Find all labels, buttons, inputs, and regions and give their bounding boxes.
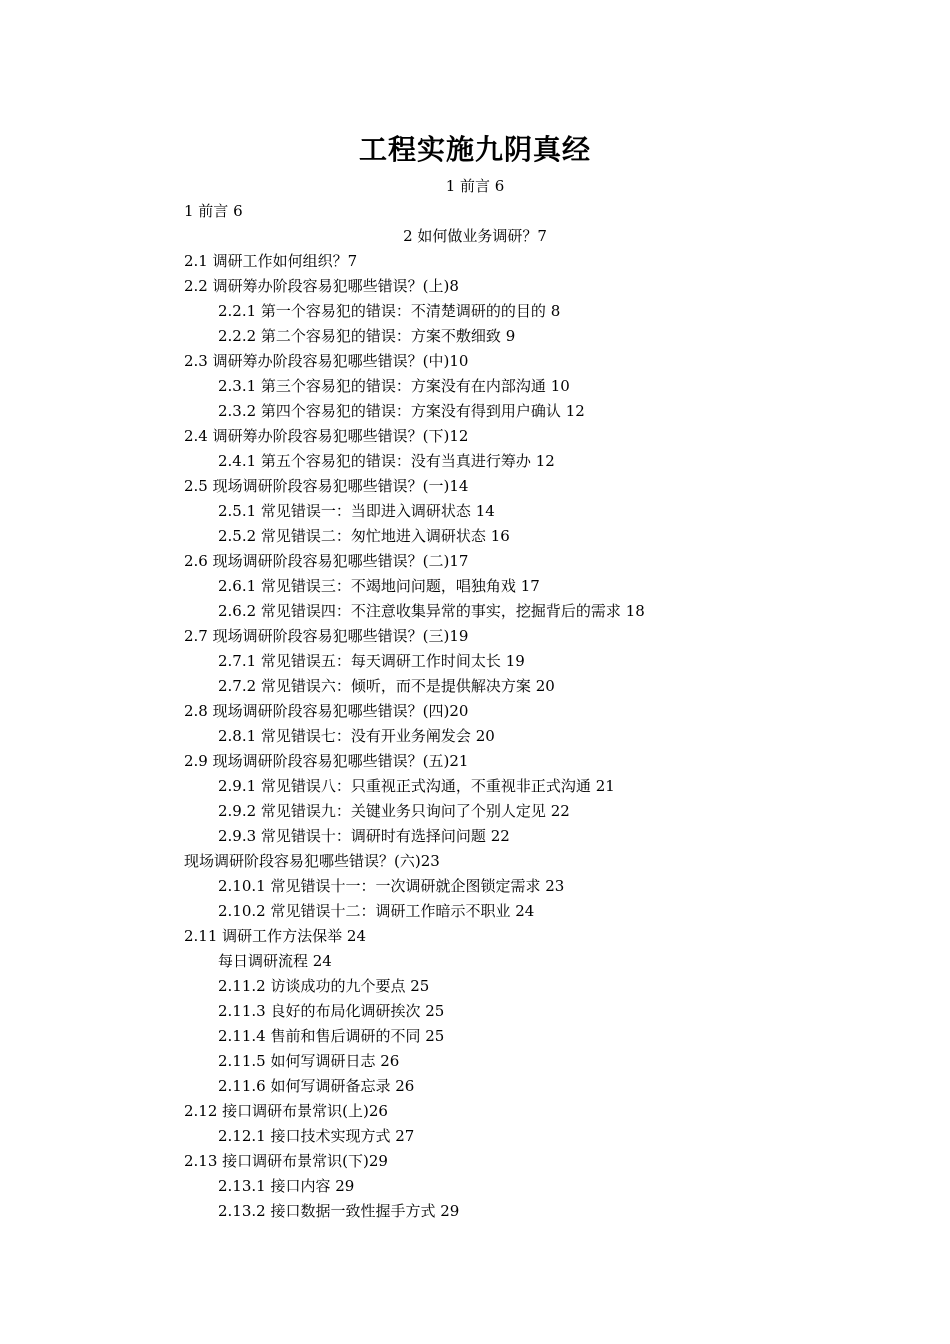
toc-entry[interactable]: 2.3.2 第四个容易犯的错误：方案没有得到用户确认 12: [218, 402, 585, 420]
toc-entry[interactable]: 2.2.2 第二个容易犯的错误：方案不敷细致 9: [218, 327, 516, 345]
toc-entry[interactable]: 2.3.1 第三个容易犯的错误：方案没有在内部沟通 10: [218, 377, 570, 395]
toc-entry[interactable]: 2.12 接口调研布景常识(上)26: [184, 1102, 388, 1120]
toc-entry[interactable]: 2.8.1 常见错误七：没有开业务阐发会 20: [218, 727, 495, 745]
toc-entry[interactable]: 2.2.1 第一个容易犯的错误：不清楚调研的的目的 8: [218, 302, 561, 320]
document-subtitle: 1 前言 6: [445, 177, 505, 195]
toc-entry[interactable]: 2.13.2 接口数据一致性握手方式 29: [218, 1202, 460, 1220]
toc-entry[interactable]: 2.7 现场调研阶段容易犯哪些错误？(三)19: [184, 627, 469, 645]
toc-entry[interactable]: 2.11.5 如何写调研日志 26: [218, 1052, 400, 1070]
toc-entry[interactable]: 2.11.6 如何写调研备忘录 26: [218, 1077, 415, 1095]
toc-entry[interactable]: 2.13.1 接口内容 29: [218, 1177, 355, 1195]
toc-entry[interactable]: 2.1 调研工作如何组织？7: [184, 252, 358, 270]
toc-entry[interactable]: 2.9.2 常见错误九：关键业务只询问了个别人定见 22: [218, 802, 570, 820]
toc-entry[interactable]: 2.6 现场调研阶段容易犯哪些错误？(二)17: [184, 552, 469, 570]
toc-entry[interactable]: 2.12.1 接口技术实现方式 27: [218, 1127, 415, 1145]
toc-entry[interactable]: 2.10.1 常见错误十一：一次调研就企图锁定需求 23: [218, 877, 565, 895]
toc-entry[interactable]: 2.6.1 常见错误三：不竭地问问题，唱独角戏 17: [218, 577, 540, 595]
toc-entry[interactable]: 2.8 现场调研阶段容易犯哪些错误？(四)20: [184, 702, 469, 720]
toc-entry[interactable]: 每日调研流程 24: [218, 952, 332, 970]
toc-entry[interactable]: 2.13 接口调研布景常识(下)29: [184, 1152, 388, 1170]
toc-entry[interactable]: 2.11.4 售前和售后调研的不同 25: [218, 1027, 445, 1045]
toc-entry[interactable]: 2.9.3 常见错误十：调研时有选择问问题 22: [218, 827, 510, 845]
table-of-contents: [184, 199, 884, 1224]
toc-entry[interactable]: 2.9.1 常见错误八：只重视正式沟通，不重视非正式沟通 21: [218, 777, 615, 795]
toc-entry[interactable]: 2.11.2 访谈成功的九个要点 25: [218, 977, 430, 995]
toc-entry[interactable]: 2.5 现场调研阶段容易犯哪些错误？(一)14: [184, 477, 469, 495]
toc-entry[interactable]: 1 前言 6: [184, 202, 243, 220]
toc-entry[interactable]: 2.10.2 常见错误十二：调研工作暗示不职业 24: [218, 902, 535, 920]
toc-entry[interactable]: 2.11.3 良好的布局化调研挨次 25: [218, 1002, 445, 1020]
toc-entry[interactable]: 2.7.1 常见错误五：每天调研工作时间太长 19: [218, 652, 525, 670]
toc-entry[interactable]: 2.4 调研筹办阶段容易犯哪些错误？(下)12: [184, 427, 469, 445]
toc-entry[interactable]: 2.3 调研筹办阶段容易犯哪些错误？(中)10: [184, 352, 469, 370]
toc-entry[interactable]: 2.5.1 常见错误一：当即进入调研状态 14: [218, 502, 495, 520]
toc-entry[interactable]: 2.4.1 第五个容易犯的错误：没有当真进行筹办 12: [218, 452, 555, 470]
toc-entry[interactable]: 2.9 现场调研阶段容易犯哪些错误？(五)21: [184, 752, 469, 770]
toc-entry[interactable]: 2.6.2 常见错误四：不注意收集异常的事实，挖掘背后的需求 18: [218, 602, 645, 620]
toc-entry[interactable]: 2 如何做业务调研？7: [403, 227, 547, 245]
toc-entry[interactable]: 2.11 调研工作方法保举 24: [184, 927, 367, 945]
document-title: 工程实施九阴真经: [358, 133, 591, 166]
toc-entry[interactable]: 2.2 调研筹办阶段容易犯哪些错误？(上)8: [184, 277, 459, 295]
toc-entry[interactable]: 现场调研阶段容易犯哪些错误？(六)23: [184, 852, 440, 870]
toc-entry[interactable]: 2.7.2 常见错误六：倾听，而不是提供解决方案 20: [218, 677, 555, 695]
toc-entry[interactable]: 2.5.2 常见错误二：匆忙地进入调研状态 16: [218, 527, 510, 545]
